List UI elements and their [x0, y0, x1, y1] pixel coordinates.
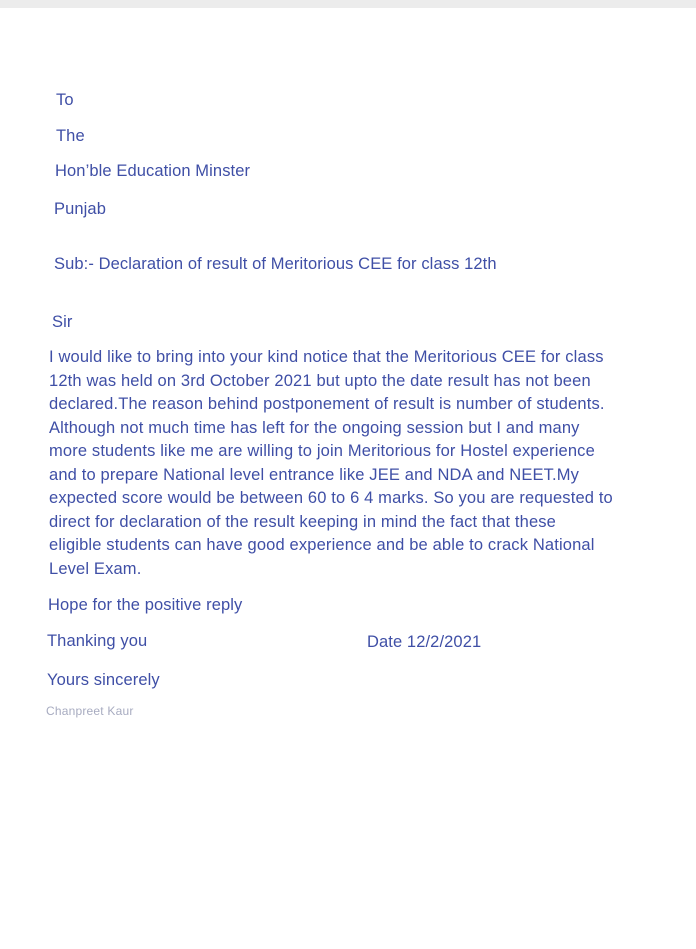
letter-date: Date 12/2/2021: [367, 633, 482, 651]
greeting: Sir: [52, 313, 73, 331]
recipient-place: Punjab: [54, 200, 106, 218]
top-bar: [0, 0, 696, 8]
closing-yours: Yours sincerely: [47, 671, 160, 689]
salutation-the: The: [56, 127, 85, 145]
subject-line: Sub:- Declaration of result of Meritorious CEE for class 12th: [54, 255, 497, 273]
salutation-to: To: [56, 91, 74, 109]
signature-name: Chanpreet Kaur: [46, 704, 134, 718]
closing-hope: Hope for the positive reply: [48, 596, 243, 614]
letter-body: I would like to bring into your kind notice that the Meritorious CEE for class 12th was held on 3rd October 2021 but upto the date result has not been declared.The reason behind postponement of result is number of students. Although not much time has left for the ongoing session but I and many more students like me are willing to join Meritorious for Hostel experience and to prepare National level entrance like JEE and NDA and NEET.My expected score would be between 60 to 6 4 marks. So you are requested to direct for declaration of the result keeping in mind the fact that these eligible students can have good experience and be able to crack National Level Exam.: [49, 348, 613, 578]
recipient-title: Hon’ble Education Minster: [55, 162, 251, 180]
closing-thanks: Thanking you: [47, 632, 148, 650]
